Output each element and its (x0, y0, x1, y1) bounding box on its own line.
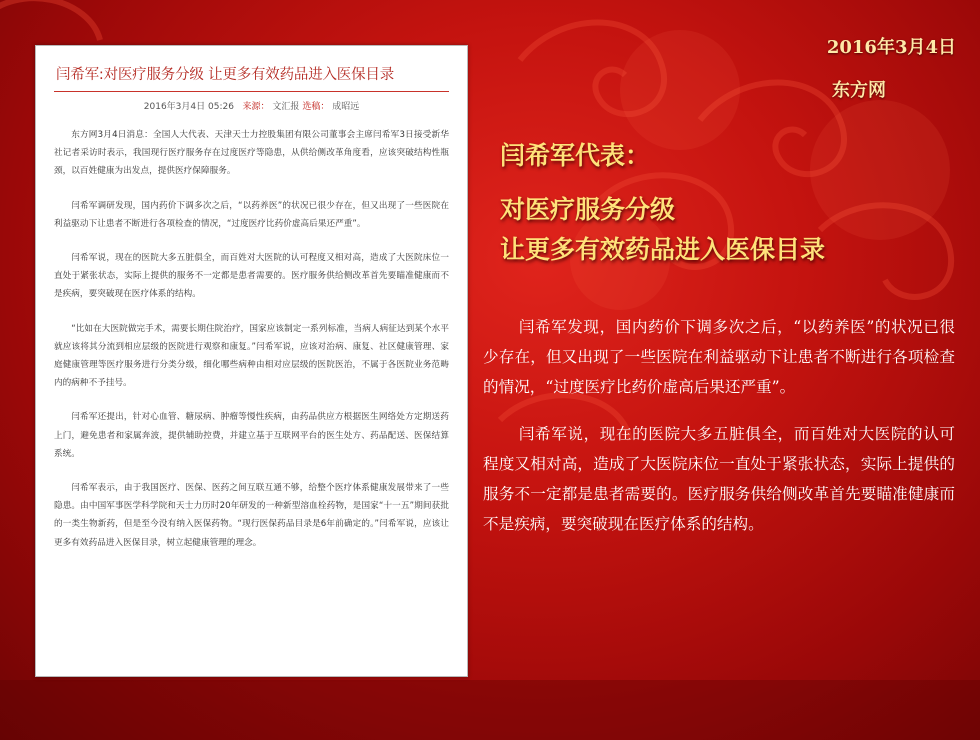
summary-paragraph: 闫希军说，现在的医院大多五脏俱全，而百姓对大医院的认可程度又相对高，造成了大医院床位一直处于紧张状态，实际上提供的服务不一定都是患者需要的。医疗服务供给侧改革首先要瞄准健康而不是疾病，要突破现在医疗体系的结构。 (483, 425, 955, 533)
headline-line-1: 对医疗服务分级 (500, 195, 676, 224)
article-body (54, 126, 449, 552)
article-editor-label: 选稿： (302, 102, 330, 112)
headline (500, 138, 960, 270)
article-paragraph: 闫希军还提出，针对心血管、糖尿病、肿瘤等慢性疾病，由药品供应方根据医生网络处方定期送药上门，避免患者和家属奔波，提供辅助控费，并建立基于互联网平台的医生处方、药品配送、医保结算系统。 (54, 412, 449, 459)
article-paragraph: 东方网3月4日消息：全国人大代表、天津天士力控股集团有限公司董事会主席闫希军3日接受新华社记者采访时表示，我国现行医疗服务存在过度医疗等隐患，从供给侧改革角度看，应该突破结构性瓶颈，以百姓健康为出发点，提供医疗保障服务。 (54, 130, 449, 177)
publish-date: 2016年3月4日 (826, 37, 956, 58)
article-source-label: 来源： (242, 102, 270, 112)
headline-line-2: 让更多有效药品进入医保目录 (500, 235, 826, 264)
headline-speaker: 闫希军代表： (500, 141, 651, 170)
article-source[interactable]: 文汇报 (272, 102, 300, 112)
article-paragraph: 闫希军调研发现，国内药价下调多次之后，“以药养医”的状况已很少存在，但又出现了一些医院在利益驱动下让患者不断进行各项检查的情况，“过度医疗比药价虚高后果还严重”。 (54, 200, 449, 229)
article-screenshot-card (35, 45, 468, 677)
article-paragraph: 闫希军说，现在的医院大多五脏俱全，而百姓对大医院的认可程度又相对高，造成了大医院床位一直处于紧张状态，实际上提供的服务不一定都是患者需要的。医疗服务供给侧改革首先要瞄准健康而不是疾病，要突破现在医疗体系的结构。 (54, 253, 449, 300)
summary-paragraph: 闫希军发现，国内药价下调多次之后，“以药养医”的状况已很少存在，但又出现了一些医院在利益驱动下让患者不断进行各项检查的情况，“过度医疗比药价虚高后果还严重”。 (483, 318, 955, 396)
publisher-name: 东方网 (832, 80, 886, 101)
article-meta (54, 100, 449, 114)
article-paragraph: “比如在大医院做完手术，需要长期住院治疗，国家应该制定一系列标准，当病人病征达到某个水平就应该将其分流到相应层级的医院进行观察和康复。”闫希军说，应该对治病、康复、社区健康管理、家庭健康管理等医疗服务进行分类分级，细化哪些病种由相对应层级的医院医治，不属于各医院业务范畴内的病种不予挂号。 (54, 323, 449, 389)
article-title: 闫希军:对医疗服务分级 让更多有效药品进入医保目录 (54, 64, 449, 92)
article-date: 2016年3月4日 05:26 (143, 102, 234, 112)
article-paragraph: 闫希军表示，由于我国医疗、医保、医药之间互联互通不够，给整个医疗体系健康发展带来了一些隐患。由中国军事医学科学院和天士力历时20年研发的一种新型溶血栓药物，是国家“十一五”期间获批的一类生物新药，但是至今没有纳入医保药物。“现行医保药品目录是6年前确定的。”闫希军说，应该让更多有效药品进入医保目录，树立起健康管理的理念。 (54, 483, 449, 548)
summary-body (483, 312, 955, 556)
article-editor: 成昭远 (332, 102, 360, 112)
